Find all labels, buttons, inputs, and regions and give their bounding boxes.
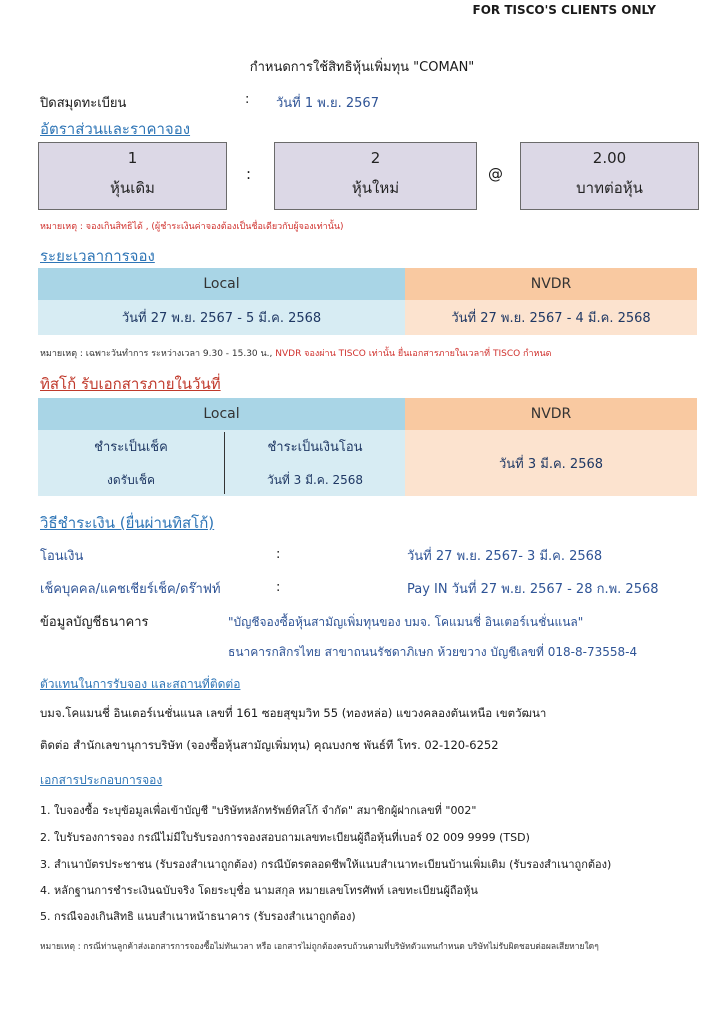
period-note-red: NVDR จองผ่าน TISCO เท่านั้น ยื่นเอกสารภายในเวลาที่ TISCO กำหนด bbox=[272, 349, 552, 359]
agent-contact: ติดต่อ สำนักเลขานุการบริษัท (จองซื้อหุ้นสามัญเพิ่มทุน) คุณบงกช พันธ์ที โทร. 02-120-6252 bbox=[40, 738, 499, 752]
book-close-date: วันที่ 1 พ.ย. 2567 bbox=[276, 96, 379, 111]
deadline-nvdr-header: NVDR bbox=[405, 398, 697, 430]
cheque-label: เช็คบุคคล/แคชเชียร์เช็ค/ดร๊าฟท์ bbox=[40, 582, 221, 597]
transfer-value: วันที่ 3 มี.ค. 2568 bbox=[266, 472, 364, 487]
document-item: 5. กรณีจองเกินสิทธิ แนบสำเนาหน้าธนาคาร (รับรองสำเนาถูกต้อง) bbox=[40, 910, 356, 923]
footer-note: หมายเหตุ : กรณีท่านลูกค้าส่งเอกสารการจองซื้อไม่ทันเวลา หรือ เอกสารไม่ถูกต้องครบถ้วนตามที่บริษัทตัวแทนกำหนด บริษัทไม่รับผิดชอบต่อผลเสียหายใดๆ bbox=[40, 942, 599, 952]
price-label: บาทต่อหุ้น bbox=[576, 179, 643, 197]
transfer-colon: : bbox=[276, 547, 281, 562]
deadline-section-title: ทิสโก้ รับเอกสารภายในวันที่ bbox=[40, 375, 221, 393]
clients-only-label: FOR TISCO'S CLIENTS ONLY bbox=[472, 3, 656, 17]
period-local-value: วันที่ 27 พ.ย. 2567 - 5 มี.ค. 2568 bbox=[38, 300, 405, 335]
period-nvdr-value: วันที่ 27 พ.ย. 2567 - 4 มี.ค. 2568 bbox=[405, 300, 697, 335]
payment-section-title: วิธีชำระเงิน (ยื่นผ่านทิสโก้) bbox=[40, 514, 215, 532]
cheque-value: งดรับเช็ค bbox=[107, 472, 155, 487]
transfer-header: ชำระเป็นเงินโอน bbox=[267, 439, 363, 455]
cheque-colon: : bbox=[276, 580, 281, 595]
ratio-section-title: อัตราส่วนและราคาจอง bbox=[40, 120, 191, 138]
old-shares-number: 1 bbox=[127, 149, 138, 167]
at-sign: @ bbox=[488, 165, 503, 183]
agent-section-title: ตัวแทนในการรับจอง และสถานที่ติดต่อ bbox=[40, 677, 241, 691]
deadline-local-header: Local bbox=[38, 398, 405, 430]
bank-label: ข้อมูลบัญชีธนาคาร bbox=[40, 615, 149, 630]
new-shares-label: หุ้นใหม่ bbox=[351, 179, 400, 197]
deadline-nvdr-value: วันที่ 3 มี.ค. 2568 bbox=[405, 430, 697, 496]
bank-account-detail: ธนาคารกสิกรไทย สาขาถนนรัชดาภิเษก ห้วยขวาง บัญชีเลขที่ 018-8-73558-4 bbox=[228, 645, 638, 659]
transfer-label: โอนเงิน bbox=[40, 549, 84, 564]
period-nvdr-header: NVDR bbox=[405, 268, 697, 300]
cheque-header: ชำระเป็นเช็ค bbox=[94, 439, 168, 455]
ratio-note: หมายเหตุ : จองเกินสิทธิได้ , (ผู้ชำระเงินค่าจองต้องเป็นชื่อเดียวกับผู้จองเท่านั้น) bbox=[40, 222, 344, 232]
price-box bbox=[520, 142, 699, 210]
book-close-colon: : bbox=[245, 92, 250, 107]
cheque-date: Pay IN วันที่ 27 พ.ย. 2567 - 28 ก.พ. 2568 bbox=[407, 582, 659, 597]
book-close-label: ปิดสมุดทะเบียน bbox=[40, 96, 127, 111]
old-shares-label: หุ้นเดิม bbox=[110, 179, 155, 197]
document-item: 2. ใบรับรองการจอง กรณีไม่มีใบรับรองการจองสอบถามเลขทะเบียนผู้ถือหุ้นที่เบอร์ 02 009 9999 (TSD) bbox=[40, 831, 530, 844]
transfer-date: วันที่ 27 พ.ย. 2567- 3 มี.ค. 2568 bbox=[407, 549, 603, 564]
document-item: 3. สำเนาบัตรประชาชน (รับรองสำเนาถูกต้อง) กรณีบัตรตลอดชีพให้แนบสำเนาทะเบียนบ้านเพิ่มเติม (รับรองสำเนาถูกต้อง) bbox=[40, 858, 612, 871]
documents-section-title: เอกสารประกอบการจอง bbox=[40, 773, 163, 787]
period-note-text: หมายเหตุ : เฉพาะวันทำการ ระหว่างเวลา 9.30 - 15.30 น., bbox=[40, 349, 273, 359]
period-local-header: Local bbox=[38, 268, 405, 300]
new-shares-number: 2 bbox=[370, 149, 381, 167]
period-section-title: ระยะเวลาการจอง bbox=[40, 247, 155, 265]
agent-address: บมจ.โคแมนชี่ อินเตอร์เนชั่นแนล เลขที่ 161 ซอยสุขุมวิท 55 (ทองหล่อ) แขวงคลองตันเหนือ เขตวัฒนา bbox=[40, 706, 547, 720]
price-number: 2.00 bbox=[592, 149, 627, 167]
ratio-separator: : bbox=[246, 165, 252, 183]
old-shares-box bbox=[38, 142, 227, 210]
page-title: กำหนดการใช้สิทธิหุ้นเพิ่มทุน "COMAN" bbox=[249, 60, 475, 75]
bank-account-name: "บัญชีจองซื้อหุ้นสามัญเพิ่มทุนของ บมจ. โคแมนชี่ อินเตอร์เนชั่นแนล" bbox=[228, 615, 584, 629]
document-item: 1. ใบจองซื้อ ระบุข้อมูลเพื่อเข้าบัญชี "บริษัทหลักทรัพย์ทิสโก้ จำกัด" สมาชิกผู้ฝากเลขที่ "002" bbox=[40, 804, 477, 817]
new-shares-box bbox=[274, 142, 477, 210]
document-item: 4. หลักฐานการชำระเงินฉบับจริง โดยระบุชื่อ นามสกุล หมายเลขโทรศัพท์ เลขทะเบียนผู้ถือหุ้น bbox=[40, 884, 478, 897]
period-note bbox=[40, 346, 551, 360]
